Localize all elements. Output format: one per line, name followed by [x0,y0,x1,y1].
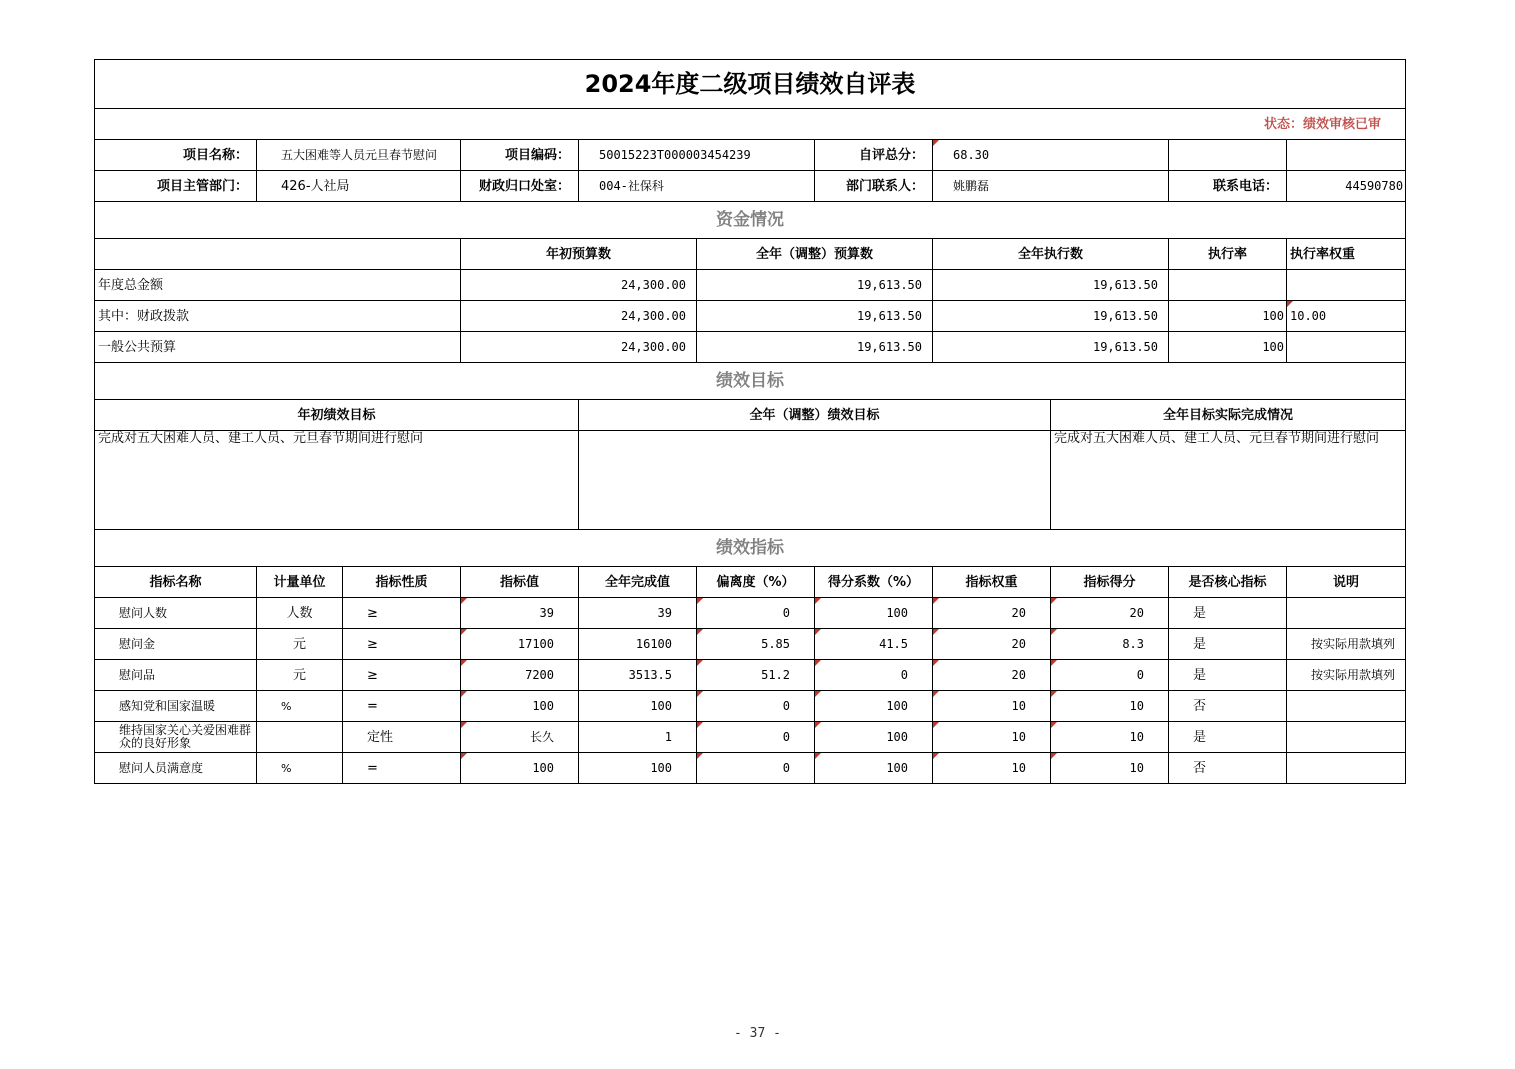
ind-coef: 100 [815,722,933,753]
ind-name: 慰问金 [95,629,257,660]
self-score-value: 68.30 [933,140,1169,171]
ind-score: 10 [1051,722,1169,753]
ind-nature: ≥ [343,598,461,629]
info-row-1 [95,140,1406,171]
funds-row [95,301,1406,332]
ind-deviation: 0 [697,691,815,722]
ind-core: 否 [1169,691,1287,722]
phone-value: 44590780 [1287,171,1406,202]
goals-actual-text: 完成对五大困难人员、建工人员、元旦春节期间进行慰问 [1051,431,1406,530]
funds-row-initial: 24,300.00 [461,332,697,363]
ind-target: 100 [461,691,579,722]
indicator-row [95,722,1406,753]
ind-weight: 10 [933,691,1051,722]
ind-score: 0 [1051,660,1169,691]
ind-name: 慰问人数 [95,598,257,629]
funds-row-name: 一般公共预算 [95,332,461,363]
ind-note: 按实际用款填列 [1287,660,1406,691]
funds-header-weight: 执行率权重 [1287,239,1406,270]
funds-row-weight [1287,270,1406,301]
funds-row-adjusted: 19,613.50 [697,301,933,332]
ind-coef: 100 [815,753,933,784]
indicator-row [95,598,1406,629]
funds-section-title: 资金情况 [95,202,1406,239]
project-name-value: 五大困难等人员元旦春节慰问 [257,140,461,171]
ind-header-weight: 指标权重 [933,567,1051,598]
goals-content-row [95,431,1406,530]
ind-weight: 20 [933,598,1051,629]
project-name-label: 项目名称： [95,140,257,171]
ind-core: 否 [1169,753,1287,784]
funds-row-name: 年度总金额 [95,270,461,301]
ind-actual: 1 [579,722,697,753]
indicator-row [95,629,1406,660]
ind-nature: = [343,691,461,722]
ind-name: 维持国家关心关爱困难群众的良好形象 [95,722,257,753]
funds-row-rate [1169,270,1287,301]
funds-row-weight: 10.00 [1287,301,1406,332]
ind-nature: = [343,753,461,784]
ind-core: 是 [1169,660,1287,691]
ind-header-core: 是否核心指标 [1169,567,1287,598]
info-row-2 [95,171,1406,202]
evaluation-table [94,59,1406,784]
dept-value: 426-人社局 [257,171,461,202]
ind-name: 感知党和国家温暖 [95,691,257,722]
funds-row [95,270,1406,301]
status-badge: 状态：绩效审核已审 [95,109,1406,140]
ind-weight: 10 [933,722,1051,753]
ind-coef: 41.5 [815,629,933,660]
funds-row-rate: 100 [1169,332,1287,363]
funds-row-rate: 100 [1169,301,1287,332]
ind-target: 17100 [461,629,579,660]
ind-deviation: 5.85 [697,629,815,660]
funds-header-executed: 全年执行数 [933,239,1169,270]
indicator-row [95,753,1406,784]
ind-header-target: 指标值 [461,567,579,598]
page-title: 2024年度二级项目绩效自评表 [95,60,1406,109]
ind-target: 100 [461,753,579,784]
ind-unit: % [257,753,343,784]
ind-core: 是 [1169,722,1287,753]
ind-actual: 39 [579,598,697,629]
ind-deviation: 51.2 [697,660,815,691]
ind-header-coef: 得分系数（%） [815,567,933,598]
ind-header-nature: 指标性质 [343,567,461,598]
phone-label: 联系电话： [1169,171,1287,202]
ind-core: 是 [1169,598,1287,629]
ind-actual: 16100 [579,629,697,660]
ind-score: 8.3 [1051,629,1169,660]
ind-weight: 10 [933,753,1051,784]
ind-coef: 100 [815,598,933,629]
ind-name: 慰问品 [95,660,257,691]
ind-name: 慰问人员满意度 [95,753,257,784]
contact-label: 部门联系人： [815,171,933,202]
ind-score: 10 [1051,691,1169,722]
ind-header-deviation: 偏离度（%） [697,567,815,598]
ind-target: 39 [461,598,579,629]
indicator-row [95,660,1406,691]
ind-deviation: 0 [697,722,815,753]
ind-actual: 100 [579,753,697,784]
ind-actual: 100 [579,691,697,722]
ind-score: 10 [1051,753,1169,784]
funds-row-adjusted: 19,613.50 [697,332,933,363]
funds-row-weight [1287,332,1406,363]
funds-row-executed: 19,613.50 [933,270,1169,301]
finance-office-label: 财政归口处室： [461,171,579,202]
project-code-label: 项目编码： [461,140,579,171]
ind-deviation: 0 [697,753,815,784]
ind-nature: 定性 [343,722,461,753]
ind-note: 按实际用款填列 [1287,629,1406,660]
ind-target: 7200 [461,660,579,691]
ind-nature: ≥ [343,660,461,691]
funds-header-row [95,239,1406,270]
ind-header-note: 说明 [1287,567,1406,598]
funds-row-name: 其中：财政拨款 [95,301,461,332]
project-code-value: 50015223T000003454239 [579,140,815,171]
ind-actual: 3513.5 [579,660,697,691]
ind-unit: 元 [257,629,343,660]
ind-unit: % [257,691,343,722]
funds-header-initial: 年初预算数 [461,239,697,270]
ind-unit: 人数 [257,598,343,629]
funds-row-executed: 19,613.50 [933,301,1169,332]
ind-unit: 元 [257,660,343,691]
ind-weight: 20 [933,629,1051,660]
dept-label: 项目主管部门： [95,171,257,202]
goals-header-row [95,400,1406,431]
self-score-label: 自评总分： [815,140,933,171]
ind-nature: ≥ [343,629,461,660]
funds-row-initial: 24,300.00 [461,270,697,301]
ind-core: 是 [1169,629,1287,660]
ind-score: 20 [1051,598,1169,629]
funds-row-adjusted: 19,613.50 [697,270,933,301]
funds-header-rate: 执行率 [1169,239,1287,270]
goals-initial-text: 完成对五大困难人员、建工人员、元旦春节期间进行慰问 [95,431,579,530]
ind-header-unit: 计量单位 [257,567,343,598]
ind-weight: 20 [933,660,1051,691]
indicator-row [95,691,1406,722]
indicators-header-row [95,567,1406,598]
ind-note [1287,722,1406,753]
indicators-section-title: 绩效指标 [95,530,1406,567]
goals-adjusted-text [579,431,1051,530]
ind-coef: 0 [815,660,933,691]
funds-row-initial: 24,300.00 [461,301,697,332]
goals-header-actual: 全年目标实际完成情况 [1051,400,1406,431]
ind-unit [257,722,343,753]
ind-note [1287,753,1406,784]
goals-header-adjusted: 全年（调整）绩效目标 [579,400,1051,431]
ind-header-name: 指标名称 [95,567,257,598]
goals-header-initial: 年初绩效目标 [95,400,579,431]
funds-header-adjusted: 全年（调整）预算数 [697,239,933,270]
funds-row [95,332,1406,363]
ind-header-score: 指标得分 [1051,567,1169,598]
empty-cell [1287,140,1406,171]
empty-cell [1169,140,1287,171]
finance-office-value: 004-社保科 [579,171,815,202]
ind-deviation: 0 [697,598,815,629]
evaluation-sheet [94,59,1405,784]
ind-note [1287,691,1406,722]
goals-section-title: 绩效目标 [95,363,1406,400]
ind-target: 长久 [461,722,579,753]
ind-header-actual: 全年完成值 [579,567,697,598]
contact-value: 姚鹏磊 [933,171,1169,202]
page-number: - 37 - [734,1026,781,1041]
ind-note [1287,598,1406,629]
ind-coef: 100 [815,691,933,722]
empty-cell [95,239,461,270]
funds-row-executed: 19,613.50 [933,332,1169,363]
